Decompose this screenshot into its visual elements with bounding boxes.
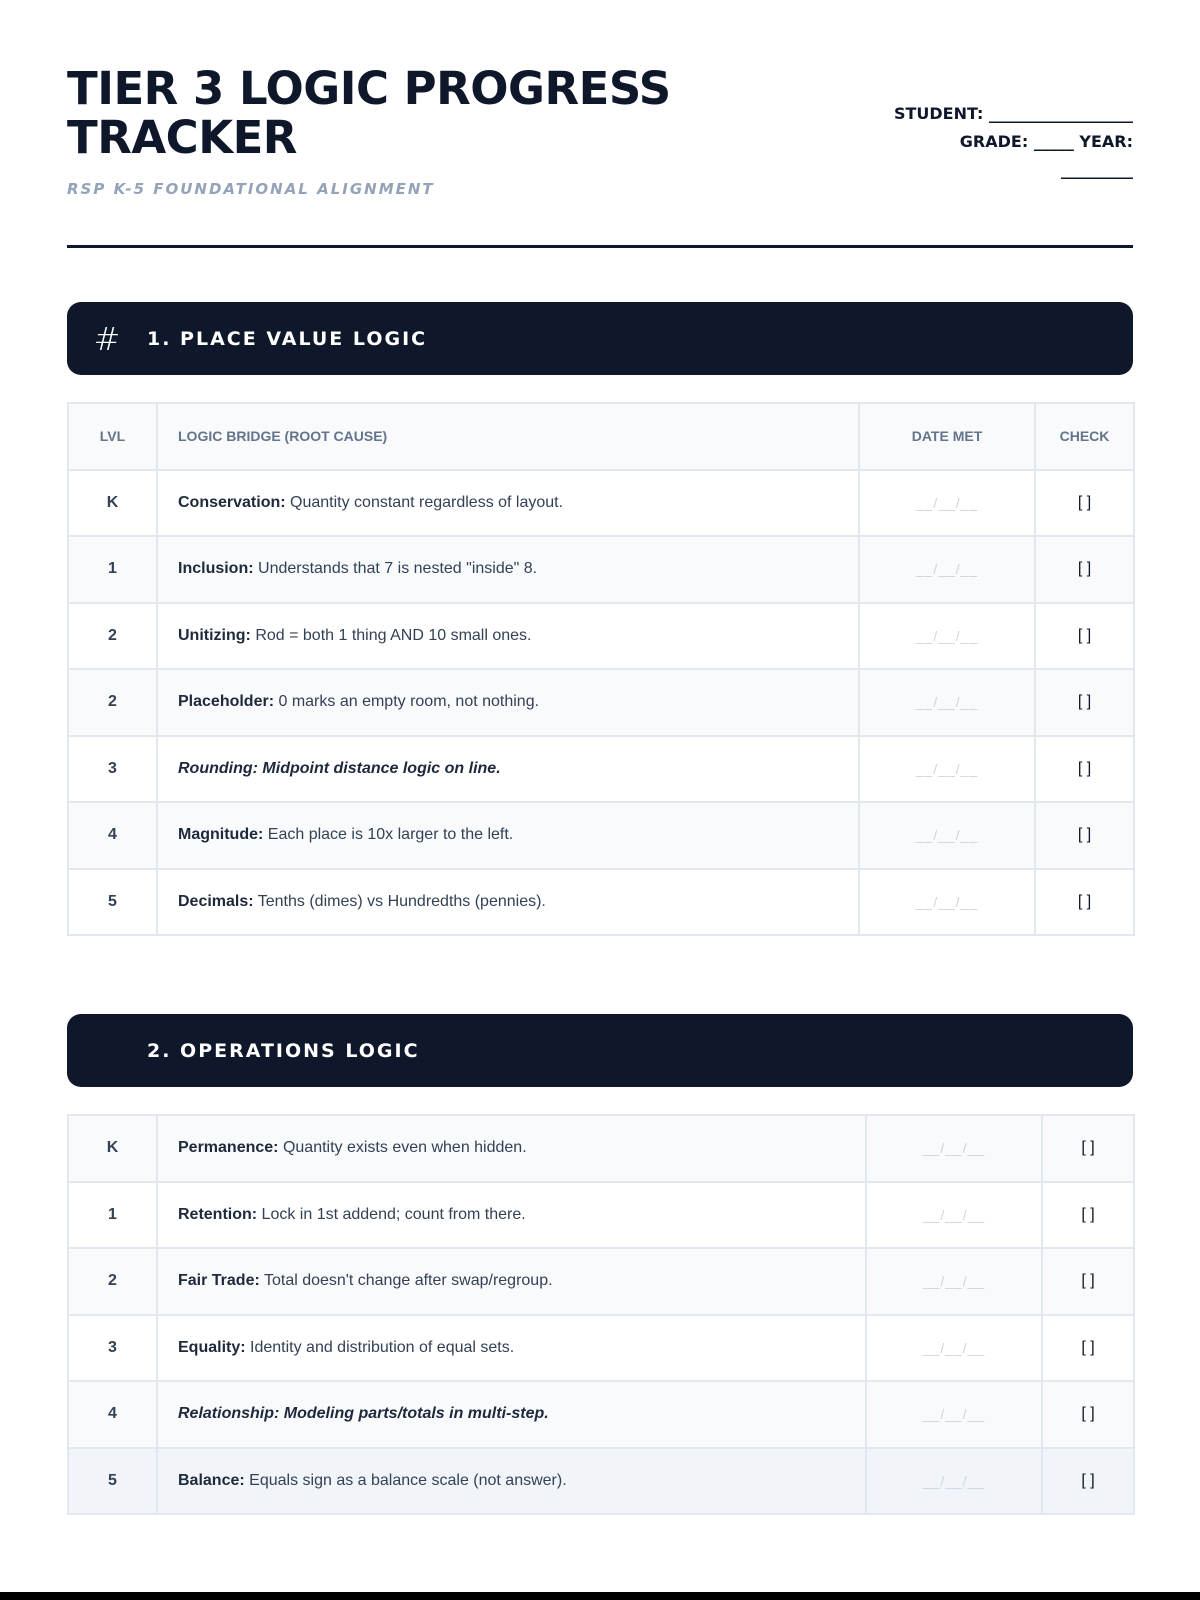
logic-bridge-cell: [157, 603, 859, 670]
date-met-field[interactable]: __/__/__: [859, 869, 1035, 936]
level-cell: 2: [68, 1248, 157, 1315]
check-box[interactable]: [ ]: [1035, 470, 1134, 537]
logic-term: Fair Trade:: [178, 1272, 260, 1290]
date-met-field[interactable]: __/__/__: [866, 1182, 1042, 1249]
student-info: [894, 100, 1133, 184]
table-row: [68, 1448, 1134, 1515]
logic-bridge-cell: [157, 869, 859, 936]
page-subtitle: RSP K-5 FOUNDATIONAL ALIGNMENT: [67, 180, 435, 198]
col-header-logic-bridge: LOGIC BRIDGE (ROOT CAUSE): [157, 403, 859, 470]
logic-term: Conservation:: [178, 493, 286, 511]
section-title: 2. OPERATIONS LOGIC: [147, 1039, 420, 1062]
logic-description: Identity and distribution of equal sets.: [245, 1338, 515, 1356]
logic-bridge-cell: [157, 736, 859, 803]
table-row: [68, 603, 1134, 670]
logic-bridge-cell: [157, 1448, 866, 1515]
check-box[interactable]: [ ]: [1042, 1381, 1134, 1448]
date-met-field[interactable]: __/__/__: [866, 1448, 1042, 1515]
check-box[interactable]: [ ]: [1035, 536, 1134, 603]
logic-description: Each place is 10x larger to the left.: [263, 826, 514, 844]
table-row: [68, 736, 1134, 803]
table-row: [68, 536, 1134, 603]
table-row: [68, 1182, 1134, 1249]
date-met-field[interactable]: __/__/__: [866, 1315, 1042, 1382]
level-cell: 4: [68, 802, 157, 869]
logic-term: Magnitude:: [178, 826, 264, 844]
logic-bridge-cell: [157, 1315, 866, 1382]
header-divider: [67, 245, 1133, 248]
check-box[interactable]: [ ]: [1035, 869, 1134, 936]
logic-term: Inclusion:: [178, 560, 254, 578]
table-row: [68, 1315, 1134, 1382]
logic-bridge-cell: [157, 1115, 866, 1182]
logic-description: Lock in 1st addend; count from there.: [257, 1205, 526, 1223]
date-met-field[interactable]: __/__/__: [866, 1115, 1042, 1182]
check-box[interactable]: [ ]: [1035, 603, 1134, 670]
check-box[interactable]: [ ]: [1035, 802, 1134, 869]
logic-bridge-cell: [157, 1381, 866, 1448]
date-met-field[interactable]: __/__/__: [859, 603, 1035, 670]
date-met-field[interactable]: __/__/__: [859, 736, 1035, 803]
date-met-field[interactable]: __/__/__: [859, 802, 1035, 869]
date-met-field[interactable]: __/__/__: [866, 1248, 1042, 1315]
logic-term: Balance:: [178, 1471, 245, 1489]
col-header-lvl: LVL: [68, 403, 157, 470]
logic-bridge-cell: [157, 470, 859, 537]
logic-term: Decimals:: [178, 892, 254, 910]
place-value-table: [67, 402, 1135, 936]
level-cell: 4: [68, 1381, 157, 1448]
level-cell: K: [68, 470, 157, 537]
check-box[interactable]: [ ]: [1042, 1448, 1134, 1515]
page-header: [67, 64, 1133, 249]
year-blank[interactable]: _________: [1061, 160, 1133, 179]
logic-term: Equality:: [178, 1338, 246, 1356]
section-title: 1. PLACE VALUE LOGIC: [147, 327, 428, 350]
operations-rows: [68, 1115, 1134, 1514]
page-title: TIER 3 LOGIC PROGRESS TRACKER: [67, 62, 671, 164]
table-row: [68, 802, 1134, 869]
logic-description: Quantity exists even when hidden.: [278, 1139, 527, 1157]
logic-description: Rod = both 1 thing AND 10 small ones.: [250, 626, 532, 644]
check-box[interactable]: [ ]: [1035, 736, 1134, 803]
date-met-field[interactable]: __/__/__: [859, 536, 1035, 603]
place-value-rows: [68, 470, 1134, 936]
check-box[interactable]: [ ]: [1042, 1315, 1134, 1382]
logic-bridge-cell: [157, 536, 859, 603]
logic-bridge-cell: [157, 802, 859, 869]
check-box[interactable]: [ ]: [1042, 1248, 1134, 1315]
footer-bar: [0, 1592, 1200, 1600]
logic-term: Permanence:: [178, 1139, 279, 1157]
logic-description: Understands that 7 is nested "inside" 8.: [253, 560, 538, 578]
section-header-operations: [67, 1014, 1133, 1087]
logic-description: Rounding: Midpoint distance logic on line.: [178, 759, 501, 777]
date-met-field[interactable]: __/__/__: [859, 470, 1035, 537]
student-field[interactable]: STUDENT: __________________: [893, 104, 1133, 123]
level-cell: 5: [68, 1448, 157, 1515]
col-header-check: CHECK: [1035, 403, 1134, 470]
hash-icon: #: [93, 319, 121, 358]
date-met-field[interactable]: __/__/__: [859, 669, 1035, 736]
operations-table: [67, 1114, 1135, 1515]
check-box[interactable]: [ ]: [1042, 1115, 1134, 1182]
table-row: [68, 1115, 1134, 1182]
table-row: [68, 1381, 1134, 1448]
table-row: [68, 1248, 1134, 1315]
section-header-place-value: [67, 302, 1133, 375]
check-box[interactable]: [ ]: [1035, 669, 1134, 736]
level-cell: 1: [68, 536, 157, 603]
grade-year-field[interactable]: GRADE: _____ YEAR:: [959, 132, 1133, 151]
table-header-row: [68, 403, 1134, 470]
level-cell: 1: [68, 1182, 157, 1249]
check-box[interactable]: [ ]: [1042, 1182, 1134, 1249]
table-row: [68, 669, 1134, 736]
table-row: [68, 869, 1134, 936]
logic-description: Quantity constant regardless of layout.: [285, 493, 564, 511]
date-met-field[interactable]: __/__/__: [866, 1381, 1042, 1448]
table-row: [68, 470, 1134, 537]
level-cell: K: [68, 1115, 157, 1182]
logic-description: 0 marks an empty room, not nothing.: [274, 693, 540, 711]
logic-description: Equals sign as a balance scale (not answer).: [244, 1471, 567, 1489]
col-header-date-met: DATE MET: [859, 403, 1035, 470]
level-cell: 2: [68, 603, 157, 670]
level-cell: 3: [68, 1315, 157, 1382]
logic-bridge-cell: [157, 669, 859, 736]
logic-bridge-cell: [157, 1248, 866, 1315]
level-cell: 5: [68, 869, 157, 936]
logic-term: Placeholder:: [178, 693, 275, 711]
logic-term: Unitizing:: [178, 626, 251, 644]
level-cell: 2: [68, 669, 157, 736]
logic-description: Relationship: Modeling parts/totals in multi-step.: [178, 1405, 549, 1423]
logic-bridge-cell: [157, 1182, 866, 1249]
level-cell: 3: [68, 736, 157, 803]
logic-term: Retention:: [178, 1205, 258, 1223]
logic-description: Total doesn't change after swap/regroup.: [259, 1272, 553, 1290]
logic-description: Tenths (dimes) vs Hundredths (pennies).: [253, 892, 546, 910]
